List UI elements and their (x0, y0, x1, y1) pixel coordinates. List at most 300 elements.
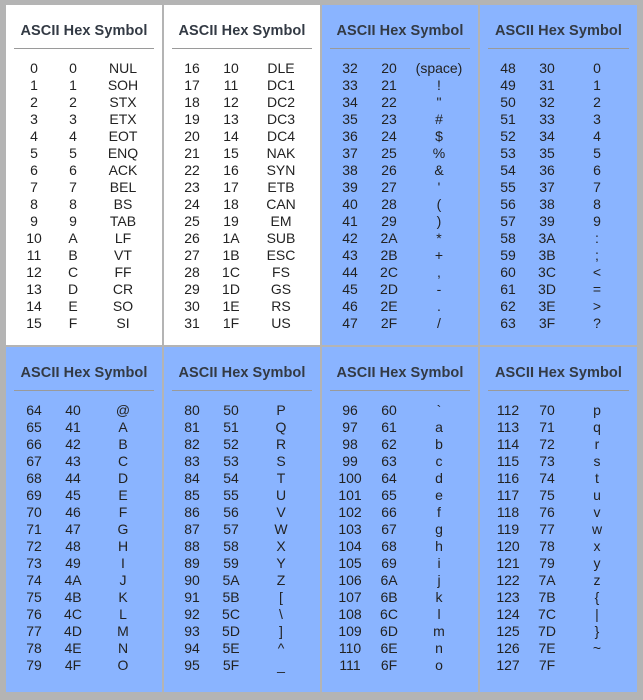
ascii-code-cell: 55 (500, 179, 516, 195)
symbol-cell: 5 (593, 145, 601, 161)
hex-code-cell: 35 (539, 145, 555, 161)
ascii-code-cell: 38 (342, 162, 358, 178)
table-row (13, 555, 155, 572)
header-hex: Hex (221, 23, 249, 39)
table-row (13, 589, 155, 606)
hex-code-cell: 51 (223, 419, 239, 435)
hex-code-cell: 26 (381, 162, 397, 178)
hex-code-cell: 25 (381, 145, 397, 161)
ascii-code-cell: 100 (338, 470, 362, 486)
table-row (171, 60, 313, 77)
ascii-code-cell: 34 (342, 94, 358, 110)
ascii-code-cell: 25 (184, 213, 200, 229)
table-row (171, 555, 313, 572)
ascii-code-cell: 118 (496, 504, 520, 520)
symbol-cell: ^ (277, 640, 285, 656)
hex-code-cell: 20 (381, 60, 397, 76)
ascii-code-cell: 2 (30, 94, 38, 110)
table-row (487, 470, 630, 487)
hex-code-cell: 12 (223, 94, 239, 110)
header-hex: Hex (538, 23, 566, 39)
ascii-code-cell: 124 (496, 606, 520, 622)
symbol-cell: D (117, 470, 129, 486)
ascii-code-cell: 101 (338, 487, 362, 503)
ascii-code-cell: 26 (184, 230, 200, 246)
hex-code-cell: F (68, 315, 78, 331)
symbol-cell: , (437, 264, 441, 280)
ascii-code-cell: 40 (342, 196, 358, 212)
table-row (171, 196, 313, 213)
symbol-cell: BS (113, 196, 133, 212)
hex-code-cell: 31 (539, 77, 555, 93)
ascii-code-cell: 4 (30, 128, 38, 144)
ascii-code-cell: 6 (30, 162, 38, 178)
ascii-code-cell: 81 (184, 419, 200, 435)
symbol-cell: DLE (267, 60, 295, 76)
ascii-code-cell: 127 (496, 657, 520, 673)
table-row (487, 196, 630, 213)
symbol-cell: K (118, 589, 128, 605)
table-row (329, 298, 471, 315)
symbol-cell: ETB (267, 179, 295, 195)
table-row (13, 436, 155, 453)
symbol-cell: NAK (266, 145, 296, 161)
hex-code-cell: D (67, 281, 79, 297)
table-row (171, 145, 313, 162)
hex-code-cell: 1 (69, 77, 77, 93)
ascii-code-cell: 116 (496, 470, 520, 486)
ascii-code-cell: 24 (184, 196, 200, 212)
ascii-panel-4 (6, 347, 162, 692)
hex-code-cell: 7C (538, 606, 556, 622)
symbol-cell: DC2 (266, 94, 295, 110)
ascii-code-cell: 125 (496, 623, 520, 639)
symbol-cell: Z (276, 572, 286, 588)
hex-code-cell: 4B (64, 589, 82, 605)
table-row (171, 213, 313, 230)
table-row (13, 94, 155, 111)
ascii-code-cell: 94 (184, 640, 200, 656)
symbol-cell: " (436, 94, 442, 110)
hex-code-cell: 2B (380, 247, 398, 263)
ascii-code-cell: 65 (26, 419, 42, 435)
ascii-code-cell: 98 (342, 436, 358, 452)
ascii-code-cell: 112 (496, 402, 520, 418)
symbol-cell: ACK (108, 162, 138, 178)
hex-code-cell: 1F (222, 315, 240, 331)
hex-code-cell: 13 (223, 111, 239, 127)
ascii-code-cell: 35 (342, 111, 358, 127)
hex-code-cell: 4A (64, 572, 82, 588)
table-row (171, 521, 313, 538)
symbol-cell: s (593, 453, 601, 469)
ascii-code-cell: 95 (184, 657, 200, 673)
hex-code-cell: 75 (539, 487, 555, 503)
hex-code-cell: 52 (223, 436, 239, 452)
header-symbol: Symbol (94, 365, 148, 381)
table-row (329, 128, 471, 145)
hex-code-cell: 22 (381, 94, 397, 110)
hex-code-cell: 68 (381, 538, 397, 554)
ascii-code-cell: 106 (338, 572, 362, 588)
ascii-code-cell: 54 (500, 162, 516, 178)
hex-code-cell: 8 (69, 196, 77, 212)
header-ascii: ASCII (20, 23, 60, 39)
hex-code-cell: 3E (538, 298, 556, 314)
panel-header (14, 365, 154, 391)
ascii-code-cell: 63 (500, 315, 516, 331)
ascii-code-cell: 90 (184, 572, 200, 588)
hex-code-cell: 18 (223, 196, 239, 212)
symbol-cell: (space) (415, 60, 463, 76)
hex-code-cell: 1C (222, 264, 240, 280)
header-hex: Hex (63, 365, 91, 381)
table-row (13, 264, 155, 281)
symbol-cell: I (121, 555, 125, 571)
table-row (329, 623, 471, 640)
panel-header (330, 365, 470, 391)
hex-code-cell: E (68, 298, 78, 314)
ascii-code-cell: 32 (342, 60, 358, 76)
symbol-cell: 4 (593, 128, 601, 144)
symbol-cell: SO (112, 298, 134, 314)
ascii-code-cell: 89 (184, 555, 200, 571)
table-row (13, 230, 155, 247)
symbol-cell: h (435, 538, 443, 554)
ascii-code-cell: 60 (500, 264, 516, 280)
panel-header (172, 23, 312, 49)
ascii-code-cell: 10 (26, 230, 42, 246)
ascii-code-cell: 73 (26, 555, 42, 571)
hex-code-cell: 40 (65, 402, 81, 418)
symbol-cell: j (437, 572, 441, 588)
table-row (329, 487, 471, 504)
table-row (329, 94, 471, 111)
symbol-cell: 1 (593, 77, 601, 93)
hex-code-cell: 57 (223, 521, 239, 537)
symbol-cell: 8 (593, 196, 601, 212)
hex-code-cell: 6 (69, 162, 77, 178)
hex-code-cell: 7E (538, 640, 556, 656)
table-row (329, 111, 471, 128)
hex-code-cell: 50 (223, 402, 239, 418)
header-ascii: ASCII (494, 23, 535, 39)
ascii-code-cell: 1 (30, 77, 38, 93)
ascii-code-cell: 47 (342, 315, 358, 331)
hex-code-cell: 54 (223, 470, 239, 486)
header-ascii: ASCII (20, 365, 60, 381)
table-row (171, 453, 313, 470)
table-row (13, 213, 155, 230)
table-row (13, 657, 155, 674)
table-row (487, 128, 630, 145)
ascii-code-cell: 84 (184, 470, 200, 486)
table-row (171, 128, 313, 145)
ascii-panel-6 (322, 347, 478, 692)
table-row (487, 230, 630, 247)
ascii-code-cell: 97 (342, 419, 358, 435)
symbol-cell: M (117, 623, 129, 639)
ascii-code-cell: 77 (26, 623, 42, 639)
symbol-cell: ESC (266, 247, 296, 263)
symbol-cell: R (275, 436, 287, 452)
table-row (487, 538, 630, 555)
hex-code-cell: 1E (222, 298, 240, 314)
table-row (329, 640, 471, 657)
ascii-code-cell: 53 (500, 145, 516, 161)
table-row (13, 640, 155, 657)
ascii-code-cell: 44 (342, 264, 358, 280)
header-hex: Hex (379, 365, 407, 381)
symbol-cell: Q (275, 419, 287, 435)
ascii-code-cell: 69 (26, 487, 42, 503)
ascii-code-cell: 18 (184, 94, 200, 110)
ascii-code-cell: 93 (184, 623, 200, 639)
table-row (171, 94, 313, 111)
symbol-cell: STX (109, 94, 137, 110)
ascii-code-cell: 109 (338, 623, 362, 639)
symbol-cell: m (433, 623, 445, 639)
ascii-code-cell: 103 (338, 521, 362, 537)
ascii-code-cell: 79 (26, 657, 42, 673)
symbol-cell: ' (437, 179, 441, 195)
table-row (487, 111, 630, 128)
ascii-code-cell: 5 (30, 145, 38, 161)
table-row (487, 589, 630, 606)
symbol-cell: G (117, 521, 129, 537)
symbol-cell: 6 (593, 162, 601, 178)
hex-code-cell: 38 (539, 196, 555, 212)
symbol-cell: ! (437, 77, 441, 93)
hex-code-cell: 49 (65, 555, 81, 571)
symbol-cell: LF (114, 230, 132, 246)
hex-code-cell: 5B (222, 589, 240, 605)
hex-code-cell: 5D (222, 623, 240, 639)
header-ascii: ASCII (494, 365, 535, 381)
hex-code-cell: 61 (381, 419, 397, 435)
table-row (13, 179, 155, 196)
ascii-code-cell: 126 (496, 640, 520, 656)
hex-code-cell: 65 (381, 487, 397, 503)
hex-code-cell: 4D (64, 623, 82, 639)
symbol-cell: y (593, 555, 601, 571)
table-row (329, 521, 471, 538)
hex-code-cell: 27 (381, 179, 397, 195)
symbol-cell: ETX (109, 111, 137, 127)
ascii-code-cell: 36 (342, 128, 358, 144)
ascii-code-cell: 46 (342, 298, 358, 314)
header-symbol: Symbol (569, 365, 623, 381)
hex-code-cell: 6E (380, 640, 398, 656)
hex-code-cell: 62 (381, 436, 397, 452)
table-row (487, 179, 630, 196)
hex-code-cell: 78 (539, 538, 555, 554)
hex-code-cell: 4F (64, 657, 82, 673)
ascii-code-cell: 68 (26, 470, 42, 486)
symbol-cell: VT (114, 247, 132, 263)
hex-code-cell: 43 (65, 453, 81, 469)
ascii-code-cell: 111 (339, 657, 361, 673)
table-row (487, 247, 630, 264)
table-row (487, 640, 630, 657)
table-row (171, 487, 313, 504)
ascii-code-cell: 52 (500, 128, 516, 144)
symbol-cell: T (276, 470, 286, 486)
ascii-code-cell: 121 (496, 555, 520, 571)
ascii-code-cell: 23 (184, 179, 200, 195)
hex-code-cell: 2F (380, 315, 398, 331)
hex-code-cell: 10 (223, 60, 239, 76)
symbol-cell: NUL (108, 60, 137, 76)
table-row (13, 145, 155, 162)
ascii-code-cell: 39 (342, 179, 358, 195)
hex-code-cell: 5C (222, 606, 240, 622)
table-row (13, 504, 155, 521)
table-row (13, 572, 155, 589)
table-row (329, 77, 471, 94)
table-row (171, 77, 313, 94)
hex-code-cell: 5A (222, 572, 240, 588)
symbol-cell: v (593, 504, 601, 520)
ascii-code-cell: 58 (500, 230, 516, 246)
hex-code-cell: 36 (539, 162, 555, 178)
hex-code-cell: 2A (380, 230, 398, 246)
hex-code-cell: 7B (538, 589, 556, 605)
ascii-code-cell: 30 (184, 298, 200, 314)
table-row (487, 453, 630, 470)
hex-code-cell: 37 (539, 179, 555, 195)
table-row (329, 589, 471, 606)
hex-code-cell: 19 (223, 213, 239, 229)
hex-code-cell: 24 (381, 128, 397, 144)
hex-code-cell: 15 (223, 145, 239, 161)
ascii-code-cell: 43 (342, 247, 358, 263)
table-row (13, 128, 155, 145)
hex-code-cell: 48 (65, 538, 81, 554)
hex-code-cell: 53 (223, 453, 239, 469)
ascii-code-cell: 119 (496, 521, 520, 537)
ascii-code-cell: 16 (184, 60, 200, 76)
table-row (171, 589, 313, 606)
ascii-code-cell: 41 (342, 213, 358, 229)
ascii-panel-5 (164, 347, 320, 692)
table-row (329, 247, 471, 264)
ascii-panel-1 (164, 5, 320, 345)
symbol-cell: RS (271, 298, 291, 314)
symbol-cell: ENQ (107, 145, 139, 161)
table-row (171, 281, 313, 298)
ascii-panel-0 (6, 5, 162, 345)
symbol-cell: . (437, 298, 441, 314)
hex-code-cell: 56 (223, 504, 239, 520)
hex-code-cell: 73 (539, 453, 555, 469)
hex-code-cell: 11 (223, 77, 239, 93)
symbol-cell: z (593, 572, 601, 588)
table-row (171, 179, 313, 196)
ascii-code-cell: 123 (496, 589, 520, 605)
table-row (171, 230, 313, 247)
hex-code-cell: 44 (65, 470, 81, 486)
ascii-code-cell: 37 (342, 145, 358, 161)
header-ascii: ASCII (336, 365, 376, 381)
table-row (329, 606, 471, 623)
ascii-code-cell: 87 (184, 521, 200, 537)
symbol-cell: ` (436, 402, 442, 418)
symbol-cell: o (435, 657, 443, 673)
hex-code-cell: 30 (539, 60, 555, 76)
table-row (329, 196, 471, 213)
table-row (171, 538, 313, 555)
ascii-panel-2 (322, 5, 478, 345)
panel-header (14, 23, 154, 49)
hex-code-cell: 67 (381, 521, 397, 537)
symbol-cell: 7 (593, 179, 601, 195)
table-row (487, 162, 630, 179)
symbol-cell: c (435, 453, 443, 469)
table-row (329, 162, 471, 179)
hex-code-cell: 1D (222, 281, 240, 297)
ascii-code-cell: 92 (184, 606, 200, 622)
ascii-code-cell: 122 (496, 572, 520, 588)
symbol-cell: DC1 (266, 77, 295, 93)
symbol-cell: i (437, 555, 441, 571)
symbol-cell: S (276, 453, 286, 469)
symbol-cell: n (435, 640, 443, 656)
symbol-cell: q (593, 419, 601, 435)
ascii-code-cell: 7 (30, 179, 38, 195)
ascii-code-cell: 3 (30, 111, 38, 127)
symbol-cell: & (434, 162, 444, 178)
hex-code-cell: 76 (539, 504, 555, 520)
table-row (487, 94, 630, 111)
hex-code-cell: 79 (539, 555, 555, 571)
ascii-code-cell: 50 (500, 94, 516, 110)
table-row (171, 470, 313, 487)
ascii-code-cell: 17 (184, 77, 200, 93)
hex-code-cell: 34 (539, 128, 555, 144)
hex-code-cell: 3F (538, 315, 556, 331)
symbol-cell: P (276, 402, 286, 418)
symbol-cell: SOH (107, 77, 139, 93)
symbol-cell (565, 657, 629, 674)
hex-code-cell: 3D (538, 281, 556, 297)
table-row (329, 419, 471, 436)
ascii-code-cell: 80 (184, 402, 200, 418)
symbol-cell: # (435, 111, 443, 127)
symbol-cell: $ (435, 128, 443, 144)
table-row (171, 315, 313, 332)
symbol-cell: [ (279, 589, 283, 605)
ascii-code-cell: 99 (342, 453, 358, 469)
ascii-code-cell: 20 (184, 128, 200, 144)
hex-code-cell: 72 (539, 436, 555, 452)
symbol-cell: - (436, 281, 442, 297)
table-row (13, 606, 155, 623)
table-row (329, 470, 471, 487)
symbol-cell: X (276, 538, 286, 554)
symbol-cell: % (432, 145, 446, 161)
symbol-cell: = (592, 281, 602, 297)
hex-code-cell: 3B (538, 247, 556, 263)
ascii-code-cell: 115 (496, 453, 520, 469)
table-row (13, 538, 155, 555)
table-row (329, 230, 471, 247)
table-row (487, 281, 630, 298)
hex-code-cell: 1A (222, 230, 240, 246)
hex-code-cell: 7F (538, 657, 556, 673)
hex-code-cell: 60 (381, 402, 397, 418)
symbol-cell: < (592, 264, 602, 280)
